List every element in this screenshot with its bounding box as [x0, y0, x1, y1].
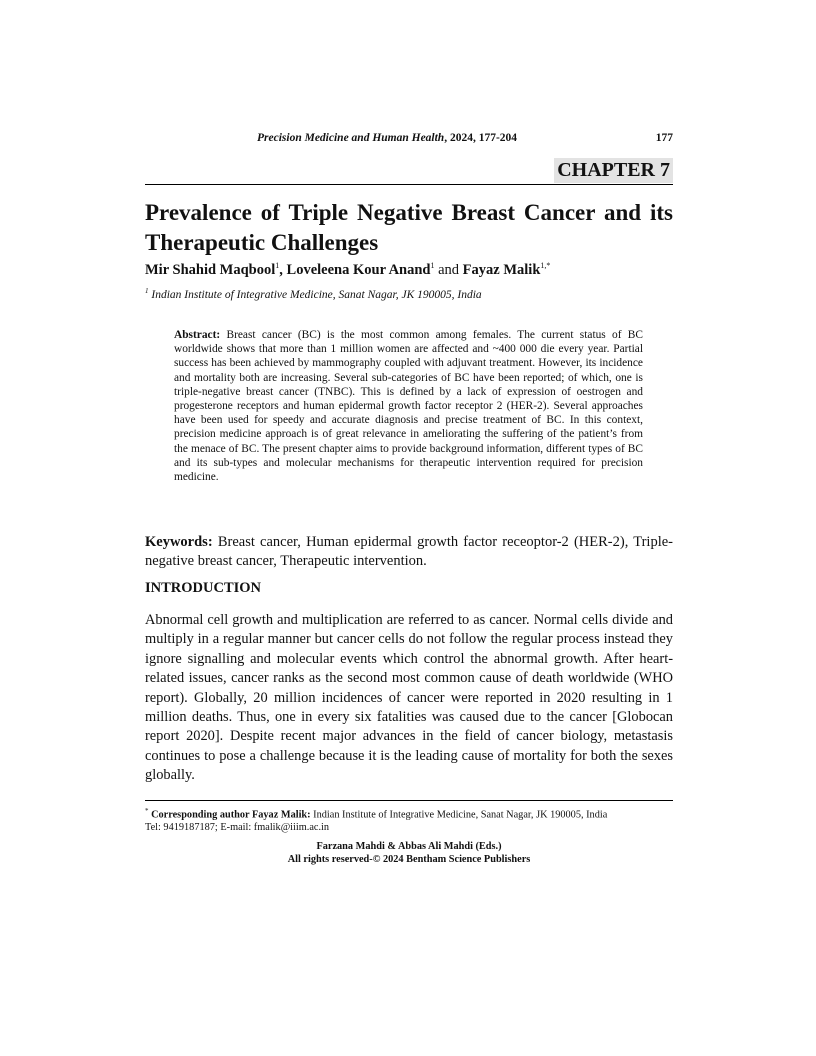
- author-list: [145, 262, 673, 279]
- keywords-label: Keywords:: [145, 534, 213, 550]
- author-name: Mir Shahid Maqbool: [145, 262, 276, 278]
- page-number: 177: [655, 132, 673, 144]
- abstract-label: Abstract:: [174, 329, 221, 341]
- footnote-contact: Tel: 9419187187; E-mail: fmalik@iiim.ac.in: [145, 822, 330, 834]
- author-affiliation-mark: 1: [430, 261, 435, 271]
- chapter-rule: [145, 158, 673, 185]
- publisher-info: [145, 840, 673, 866]
- affiliation: [145, 287, 673, 301]
- keywords: [145, 533, 673, 571]
- footnote-rule: [145, 800, 673, 801]
- footnote-line: [145, 805, 673, 821]
- editors: Farzana Mahdi & Abbas Ali Mahdi (Eds.): [316, 841, 502, 852]
- author-separator: and: [434, 262, 463, 278]
- abstract: [174, 328, 643, 484]
- footnote-mark: *: [145, 807, 149, 815]
- footnote-label: Corresponding author Fayaz Malik:: [148, 809, 311, 821]
- abstract-text: Breast cancer (BC) is the most common among females. The current status of BC worldwide shows that more than 1 million women are affected and ~400 000 die every year. Partial success has been achieved by mammography coupled with adjuvant treatment. However, its incidence and mortality both are increasing. Several sub-categories of BC have been reported; of which, one is triple-negative breast cancer (TNBC). This is defined by a lack of expression of oestrogen and progesterone receptors and human epidermal growth factor receptor 2 (HER-2). Several approaches have been used for speedy and accurate diagnosis and precise treatment of BC. In this context, precision medicine approach is of great relevance in ameliorating the suffering of the patient’s from the menace of BC. The present chapter aims to provide background information, different types of BC and its sub-types and molecular mechanisms for therapeutic intervention required for precision medicine.: [174, 329, 643, 484]
- author-name: Fayaz Malik: [462, 262, 541, 278]
- section-heading: INTRODUCTION: [145, 580, 262, 596]
- affiliation-mark: 1: [145, 287, 149, 295]
- journal-name: Precision Medicine and Human Health: [257, 132, 445, 144]
- footnote: [145, 805, 673, 834]
- chapter-title: Prevalence of Triple Negative Breast Cancer and its Therapeutic Challenges: [145, 200, 673, 255]
- author-name: Loveleena Kour Anand: [286, 262, 431, 278]
- chapter-label: CHAPTER 7: [554, 158, 673, 183]
- intro-paragraph: Abnormal cell growth and multiplication are referred to as cancer. Normal cells divide and multiply in a regular manner but cancer cells do not follow the regular process instead they ignore signalling and molecular events which control the abnormal growth. After heart-related issues, cancer ranks as the second most common cause of death worldwide (WHO report). Globally, 20 million incidences of cancer were reported in 2020 resulting in 1 million deaths. Thus, one in every six fatalities was caused due to the cancer [Globocan report 2020]. Despite recent major advances in the field of cancer biology, metastasis continues to pose a challenge because it is the leading cause of mortality for both the sexes globally.: [145, 612, 673, 784]
- author-separator: ,: [279, 262, 287, 278]
- affiliation-text: Indian Institute of Integrative Medicine, Sanat Nagar, JK 190005, India: [148, 288, 482, 301]
- copyright: All rights reserved-© 2024 Bentham Science Publishers: [287, 854, 531, 865]
- journal-details: , 2024, 177-204: [444, 132, 518, 144]
- keywords-text: Breast cancer, Human epidermal growth factor receoptor-2 (HER-2), Triple-negative breast cancer, Therapeutic intervention.: [145, 534, 673, 569]
- journal-citation: [257, 132, 517, 144]
- footnote-address: Indian Institute of Integrative Medicine, Sanat Nagar, JK 190005, India: [310, 809, 608, 821]
- running-head: [145, 132, 673, 150]
- author-affiliation-mark: 1,*: [540, 261, 551, 271]
- author-affiliation-mark: 1: [275, 261, 280, 271]
